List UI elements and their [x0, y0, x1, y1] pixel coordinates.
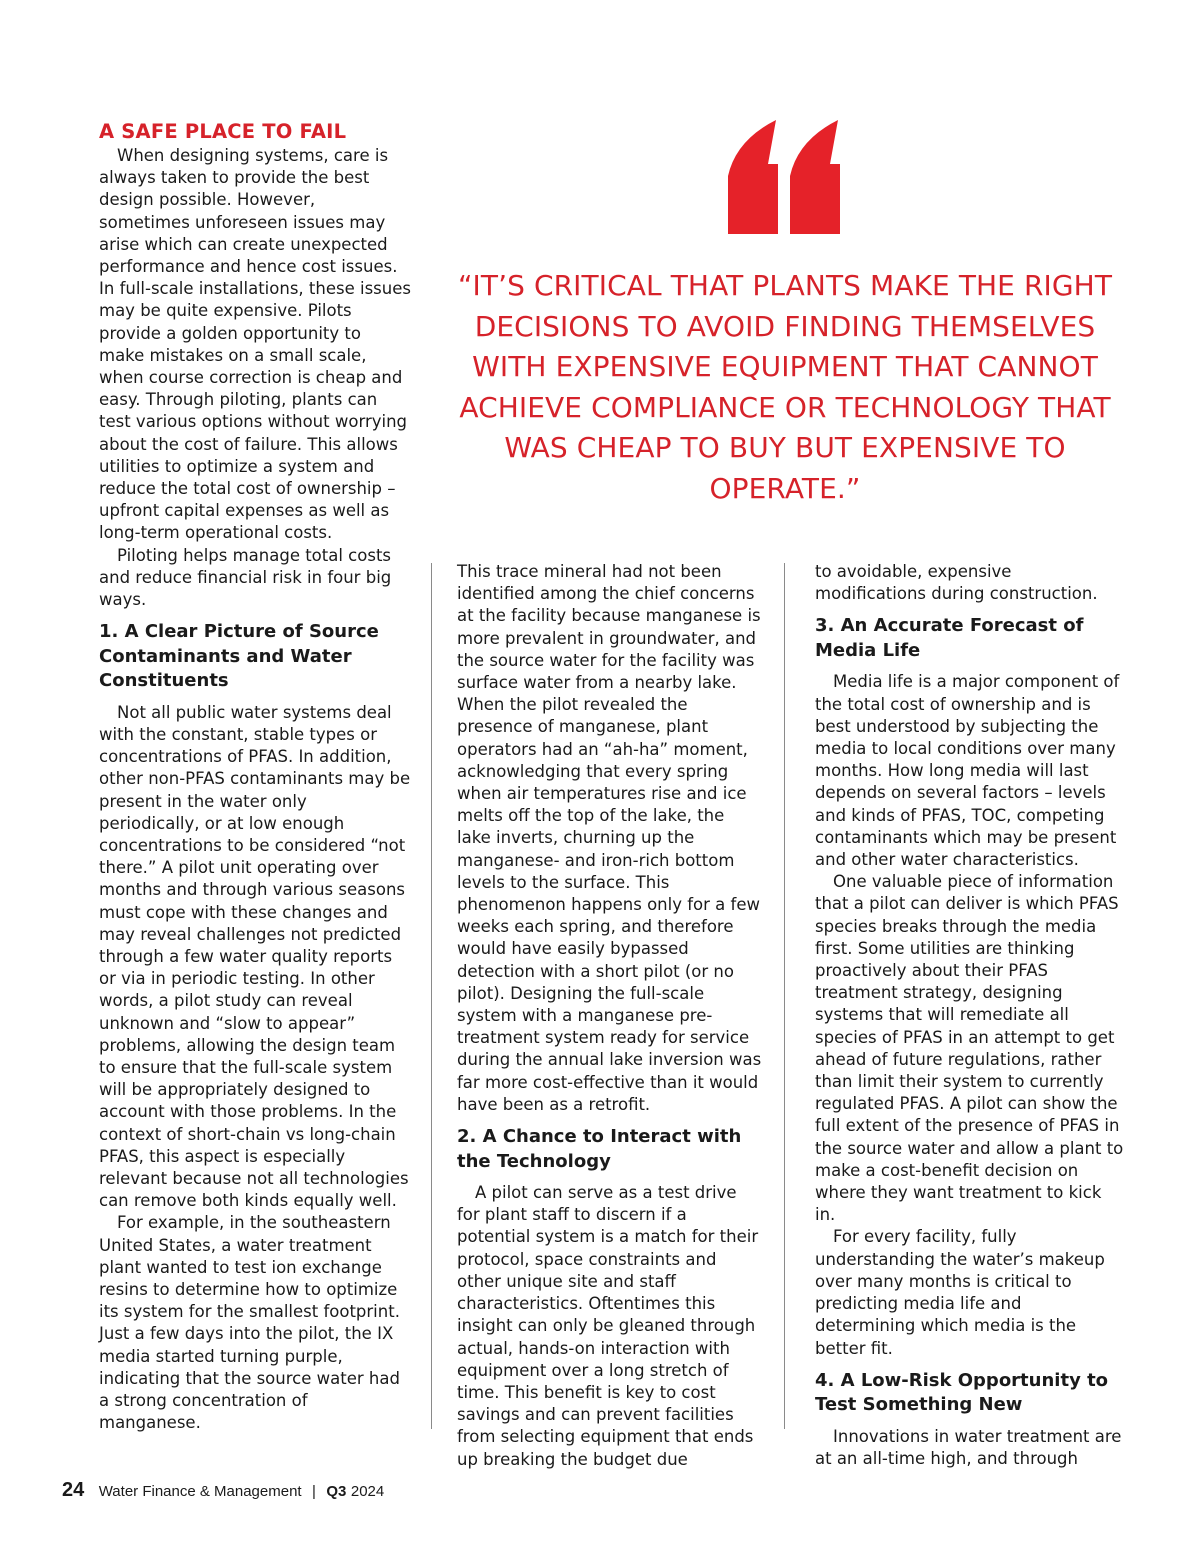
- paragraph: This trace mineral had not been identified among the chief concerns at the facility because manganese is more prevalent in groundwater, and the source water for the facility was surface water from a nearby lake. When the pilot revealed the presence of manganese, plant operators had an “ah-ha” moment, acknowledging that every spring when air temperatures rise and ice melts off the top of the lake, the lake inverts, churning up the manganese- and iron-rich bottom levels to the surface. This phenomenon happens only for a few weeks each spring, and therefore would have easily bypassed detection with a short pilot (or no pilot). Designing the full-scale system with a manganese pre-treatment system ready for service during the annual lake inversion was far more cost-effective than it would have been as a retrofit.: [457, 562, 762, 1114]
- paragraph: Not all public water systems deal with the constant, stable types or concentrations of PFAS. In addition, other non-PFAS contaminants may be present in the water only periodically, or at low enough concentrations to be considered “not there.” A pilot unit operating over months and through various seasons must cope with these changes and may reveal challenges not predicted through a few water quality reports or via in periodic testing. In other words, a pilot study can reveal unknown and “slow to appear” problems, allowing the design team to ensure that the full-scale system will be appropriately designed to account with those problems. In the context of short-chain vs long-chain PFAS, this aspect is especially relevant because not all technologies can remove both kinds equally well.: [99, 702, 411, 1211]
- footer-separator: |: [312, 1483, 316, 1500]
- subheading-3: 3. An Accurate Forecast of Media Life: [815, 615, 1084, 661]
- paragraph: A pilot can serve as a test drive for plant staff to discern if a potential system is a match for their protocol, space constraints and other unique site and staff characteristics. Oftentimes this insight can only be gleaned through actual, hands-on interaction with equipment over a long stretch of time. This benefit is key to cost savings and can prevent facilities from selecting equipment that ends up breaking the budget due: [457, 1183, 759, 1469]
- subheading-1: 1. A Clear Picture of Source Contaminants and Water Constituents: [99, 621, 379, 692]
- column-divider: [784, 563, 785, 1429]
- page-footer: [62, 1479, 384, 1502]
- column-right: [815, 561, 1125, 1470]
- column-divider: [431, 563, 432, 1429]
- paragraph: Media life is a major component of the total cost of ownership and is best understood by subjecting the media to local conditions over many months. How long media will last depends on several factors – levels and kinds of PFAS, TOC, competing contaminants which may be present and other water characteristics.: [815, 672, 1120, 870]
- publication-name: Water Finance & Management: [98, 1483, 302, 1500]
- paragraph: Innovations in water treatment are at an all-time high, and through: [815, 1426, 1122, 1468]
- paragraph: One valuable piece of information that a pilot can deliver is which PFAS species breaks through the media first. Some utilities are thinking proactively about their PFAS treatment strategy, designing systems that will remediate all species of PFAS in an attempt to get ahead of future regulations, rather than limit their system to currently regulated PFAS. A pilot can show the full extent of the presence of PFAS in the source water and allow a plant to make a cost-benefit decision on where they want treatment to kick in.: [815, 872, 1124, 1225]
- subheading-2: 2. A Chance to Interact with the Technology: [457, 1126, 742, 1172]
- issue-year: 2024: [350, 1483, 385, 1500]
- paragraph: Piloting helps manage total costs and reduce financial risk in four big ways.: [99, 545, 392, 610]
- quote-mark-icon: [724, 118, 842, 234]
- paragraph: When designing systems, care is always taken to provide the best design possible. However, sometimes unforeseen issues may arise which can create unexpected performance and hence cost issues. In full-scale installations, these issues may be quite expensive. Pilots provide a golden opportunity to make mistakes on a small scale, when course correction is cheap and easy. Through piloting, plants can test various options without worrying about the cost of failure. This allows utilities to optimize a system and reduce the total cost of ownership – upfront capital expenses as well as long-term operational costs.: [99, 146, 411, 543]
- paragraph: to avoidable, expensive modifications during construction.: [815, 562, 1098, 604]
- issue-quarter: Q3: [326, 1483, 347, 1500]
- subheading-4: 4. A Low-Risk Opportunity to Test Something New: [815, 1369, 1109, 1416]
- column-left: [99, 119, 411, 1434]
- page-number: 24: [62, 1479, 85, 1501]
- pull-quote: “IT’S CRITICAL THAT PLANTS MAKE THE RIGHT DECISIONS TO AVOID FINDING THEMSELVES WITH EXPENSIVE EQUIPMENT THAT CANNOT ACHIEVE COMPLIANCE OR TECHNOLOGY THAT WAS CHEAP TO BUY BUT EXPENSIVE TO OPERATE.”: [457, 269, 1113, 505]
- section-title: A SAFE PLACE TO FAIL: [99, 120, 347, 143]
- paragraph: For every facility, fully understanding the water’s makeup over many months is critical to predicting media life and determining which media is the better fit.: [815, 1227, 1105, 1358]
- column-middle: [457, 561, 763, 1471]
- paragraph: For example, in the southeastern United States, a water treatment plant wanted to test ion exchange resins to determine how to optimize its system for the smallest footprint. Just a few days into the pilot, the IX media started turning purple, indicating that the source water had a strong concentration of manganese.: [99, 1213, 400, 1433]
